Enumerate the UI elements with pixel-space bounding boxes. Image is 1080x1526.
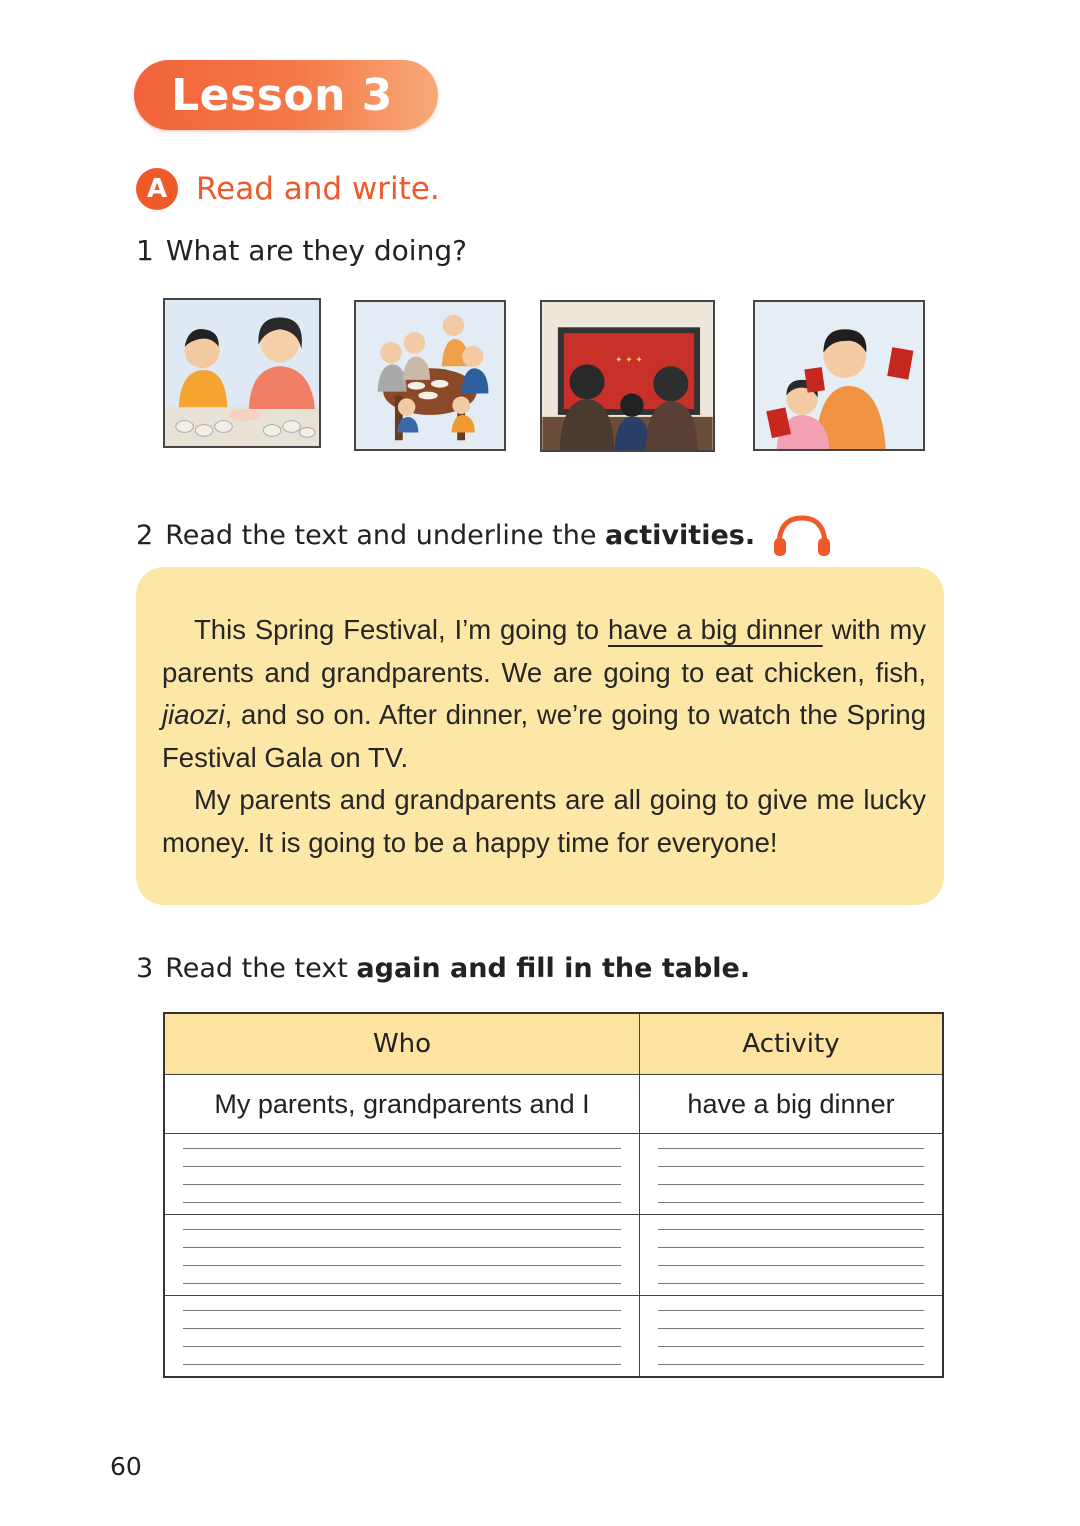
blank-activity-cell[interactable]: [640, 1215, 944, 1296]
reading-text: , and so on. After dinner, we’re going to watch the Spring Festival Gala on TV.: [162, 699, 926, 773]
table-header-activity: Activity: [640, 1013, 944, 1075]
section-a-heading: [136, 168, 440, 210]
question-2-text: Read the text and underline the: [165, 519, 597, 551]
table-row: [164, 1215, 943, 1296]
question-2-bold-text: activities.: [605, 519, 756, 551]
underlined-activity: have a big dinner: [607, 614, 823, 645]
blank-who-cell[interactable]: [164, 1296, 640, 1378]
question-3: [136, 953, 750, 984]
section-a-badge: A: [136, 168, 178, 210]
svg-text:✦ ✦ ✦: ✦ ✦ ✦: [615, 355, 643, 366]
blank-who-cell[interactable]: [164, 1134, 640, 1215]
table-row: [164, 1134, 943, 1215]
picture-lucky-money: [753, 300, 925, 451]
example-who-cell: My parents, grandparents and I: [164, 1075, 640, 1134]
picture-making-jiaozi: [163, 298, 321, 448]
example-activity-cell: have a big dinner: [640, 1075, 944, 1134]
question-3-bold-text: again and fill in the table.: [356, 953, 751, 984]
question-3-number: 3: [136, 953, 154, 984]
lesson-title: Lesson 3: [134, 60, 438, 130]
table-header-who: Who: [164, 1013, 640, 1075]
blank-activity-cell[interactable]: [640, 1296, 944, 1378]
question-1-number: 1: [136, 234, 154, 267]
picture-watching-tv: [540, 300, 715, 452]
reading-paragraph-1: [162, 609, 926, 779]
picture-family-dinner: [354, 300, 506, 451]
blank-activity-cell[interactable]: [640, 1134, 944, 1215]
headphones-icon[interactable]: [771, 512, 833, 558]
reading-paragraph-2: My parents and grandparents are all going to give me lucky money. It is going to be a happy time for everyone!: [162, 784, 926, 858]
section-a-title: Read and write.: [196, 171, 440, 207]
question-1-text: What are they doing?: [165, 234, 467, 267]
table-row: [164, 1075, 943, 1134]
reading-text-box: [136, 567, 944, 905]
blank-who-cell[interactable]: [164, 1215, 640, 1296]
reading-text: with my parents and grandparents. We are going to eat chicken, fish,: [162, 614, 927, 688]
question-2: [136, 512, 833, 558]
page-number: 60: [110, 1452, 142, 1481]
reading-text: This Spring Festival, I’m going to: [194, 614, 600, 645]
question-2-number: 2: [136, 519, 154, 551]
italic-word-jiaozi: jiaozi: [162, 699, 225, 730]
table-row: [164, 1296, 943, 1378]
question-3-text: Read the text: [165, 953, 348, 984]
fill-in-table: [163, 1012, 944, 1378]
question-1: [136, 234, 467, 267]
